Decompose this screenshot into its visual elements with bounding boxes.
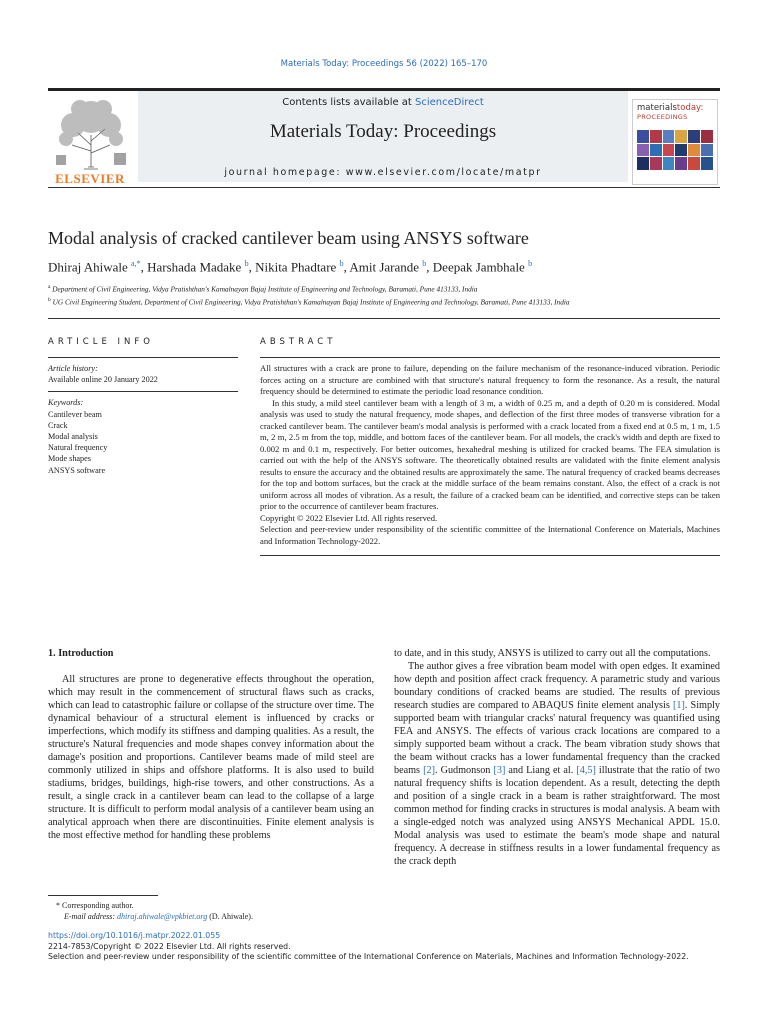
divider [48, 895, 158, 896]
author-name: Harshada Madake [147, 259, 242, 275]
citation-link[interactable]: [4,5] [576, 765, 596, 776]
journal-banner [138, 91, 628, 182]
author-affiliation-link[interactable]: b [528, 259, 533, 268]
citation-link[interactable]: [2] [423, 765, 435, 776]
cover-title: materialstoday: [637, 103, 704, 113]
affiliation-b: $^b$ UG Civil Engineering Student, Department of Civil Engineering, Vidya Pratishthan's Kamalnayan Bajaj Institute of Engineering and Technology, Baramati, Pune 413133, India [48, 296, 570, 307]
divider [260, 555, 720, 556]
journal-homepage-line: journal homepage: www.elsevier.com/locate/matpr [224, 167, 542, 178]
sciencedirect-link[interactable]: ScienceDirect [415, 97, 484, 108]
doi-link[interactable]: https://doi.org/10.1016/j.matpr.2022.01.055 [48, 931, 221, 940]
footer-selection: Selection and peer-review under responsibility of the scientific committee of the International Conference on Materials, Machines and Information Technology-2022. [48, 952, 689, 961]
keyword: ANSYS software [48, 465, 106, 475]
author-affiliation-link[interactable]: b [339, 259, 344, 268]
abstract-selection: Selection and peer-review under responsibility of the scientific committee of the International Conference on Materials, Machines and Information Technology-2022. [260, 524, 720, 546]
author-affiliation-link[interactable]: a,* [131, 259, 141, 268]
author-name: Dhiraj Ahiwale [48, 259, 128, 275]
body-paragraph: All structures are prone to degenerative effects throughout the operation, which may result in the commencement of structural flaws such as cracks, which can lead to catastrophic failure or collapse of the structure over time. The dynamical behaviour of a structural element is influenced by cracks or imperfections, which modify its stiffness and damping qualities. As a result, the structure's Natural frequencies and mode shapes convey information about the damage's position and proportions. Cantilever beams made of mild steel are commonly utilized in ships and offshore platforms. It is also used to build stadiums, bridges, buildings, high-rise towers, and other constructions. As a result, a single crack in a cantilever beam can lead to the collapse of a large structure. It is difficult to perform modal analysis of a cantilever beam using an analytical approach when there are discontinuities. Finite element analysis is the most effective method for handling these problems [48, 674, 374, 841]
affiliation-a: $^a$ Department of Civil Engineering, Vidya Pratishthan's Kamalnayan Bajaj Institute of Engineering and Technology, Baramati, Pune 413133, India [48, 284, 478, 294]
section-heading: 1. Introduction [48, 648, 114, 659]
journal-citation-link[interactable]: Materials Today: Proceedings 56 (2022) 165–170 [280, 59, 488, 69]
keywords: Keywords: Cantilever beam Crack Modal analysis Natural frequency Mode shapes ANSYS software [48, 392, 238, 475]
body-column-left [48, 647, 374, 842]
abstract-paragraph: In this study, a mild steel cantilever beam with a length of 3 m, a width of 0.25 m, and a depth of 0.20 m is considered. Modal analysis was used to study the natural frequency, mode shapes, and deflection of the first three modes of transverse vibration for a cracked cantilever beam. The cantilever beam's modal analysis is performed with a crack located from a fixed end at 0.5 m, 1 m, 1.5 m, 2 m, 2.5 m from the top, middle, and bottom faces of the cantilever beam. For all models, the crack's width and depth are fixed to 0.002 m and 0.1 m, respectively. For better outcomes, hexahedral meshing is utilized for cracked beams. The FEA simulation is carried out with the help of the ANSYS software. The theoretically obtained results are validated with the finite element analysis results to ensure the accuracy and the obtained results are approximately the same. The natural frequency of cracked beams decreases for the top and bottom surfaces, but the crack at the middle surface of the beam remains constant. Also, the effect of a crack is not uniform across all modes of vibration. As a result, the failure of a cracked beam can be identified, and corrective steps can be taken prior to the occurrence of cantilever beam fractures. [260, 397, 720, 511]
article-info [48, 337, 238, 476]
body-paragraph: The author gives a free vibration beam model with open edges. It examined how depth and position affect crack frequency. A parametric study and various boundary conditions of cracked beams are studied. The results of previous research studies are compared to ABAQUS finite element analysis [1]. Simply supported beam with triangular cracks' natural frequency was quantified using FEA and ANSYS. The effects of various crack locations are compared to a simply supported beam without a crack. The beam vibration study shows that the beam without cracks has a lower fundamental frequency than the cracked beams [2]. Gudmonson [3] and Liang et al. [4,5] illustrate that the ratio of two natural frequency shifts is location dependent. As a result, detecting the depth and position of a single crack in a beam is rather straightforward. The most common method for finding cracks in structures is modal analysis. A beam with a single-edged notch was analyzed using ANSYS Mechanical APDL 15.0. Modal analysis was used to estimate the beam's mode shape and natural frequency. A decrease in stiffness results in a lower fundamental frequency as the crack depth [394, 661, 721, 867]
author-name: Deepak Jambhale [432, 259, 525, 275]
author-name: Nikita Phadtare [255, 259, 337, 275]
contents-lists-line: Contents lists available at ScienceDirect [282, 97, 484, 108]
citation-link[interactable]: [1] [672, 700, 685, 711]
author-list: Dhiraj Ahiwale $^{a,*}$, Harshada Madake $^b$, Nikita Phadtare $^b$, Amit Jarande $^b$, Deepak Jambhale $^b$ [48, 259, 533, 275]
page-footer [48, 931, 728, 963]
abstract-body [260, 358, 720, 547]
journal-name: Materials Today: Proceedings [269, 121, 497, 142]
issn-copyright: 2214-7853/Copyright © 2022 Elsevier Ltd. All rights reserved. [48, 941, 291, 951]
elsevier-wordmark: ELSEVIER [55, 171, 125, 186]
keyword: Mode shapes [48, 454, 91, 464]
abstract [260, 337, 720, 556]
cover-artwork [637, 130, 713, 170]
email-link[interactable]: dhiraj.ahiwale@vpkbiet.org [117, 912, 208, 921]
corresponding-author-footnote: * Corresponding author. E-mail address: dhiraj.ahiwale@vpkbiet.org (D. Ahiwale). [48, 895, 374, 922]
journal-homepage-link[interactable]: www.elsevier.com/locate/matpr [345, 167, 542, 178]
article-info-heading: ARTICLE INFO [48, 337, 154, 347]
divider [48, 318, 720, 319]
journal-header [48, 88, 720, 188]
keyword: Natural frequency [48, 443, 108, 453]
cover-subtitle: PROCEEDINGS [637, 113, 688, 121]
author-affiliation-link[interactable]: b [422, 259, 427, 268]
article-history: Article history: Available online 20 January 2022 [48, 364, 158, 385]
journal-cover-image [632, 99, 718, 185]
citation-link[interactable]: [3] [493, 765, 506, 776]
body-column-right [394, 647, 720, 868]
affiliations [48, 282, 728, 308]
keyword: Modal analysis [48, 432, 98, 442]
abstract-copyright: Copyright © 2022 Elsevier Ltd. All rights reserved. [260, 512, 438, 523]
elsevier-tree-icon [48, 95, 134, 171]
author-name: Amit Jarande [349, 259, 420, 275]
abstract-heading: ABSTRACT [260, 337, 337, 347]
article-title: Modal analysis of cracked cantilever beam using ANSYS software [48, 228, 529, 248]
elsevier-logo [48, 95, 134, 185]
author-affiliation-link[interactable]: b [244, 259, 249, 268]
keyword: Crack [48, 420, 68, 430]
keyword: Cantilever beam [48, 409, 102, 419]
body-paragraph: to date, and in this study, ANSYS is utilized to carry out all the computations. [394, 648, 711, 659]
abstract-paragraph: All structures with a crack are prone to failure, depending on the failure mechanism of the resonance-induced vibration. Periodic forces acting on a structure are combined with that structure's natural frequency to form the resonance. As a result, the natural frequency should be determined to estimate the periodic load resonance condition. [260, 363, 720, 396]
